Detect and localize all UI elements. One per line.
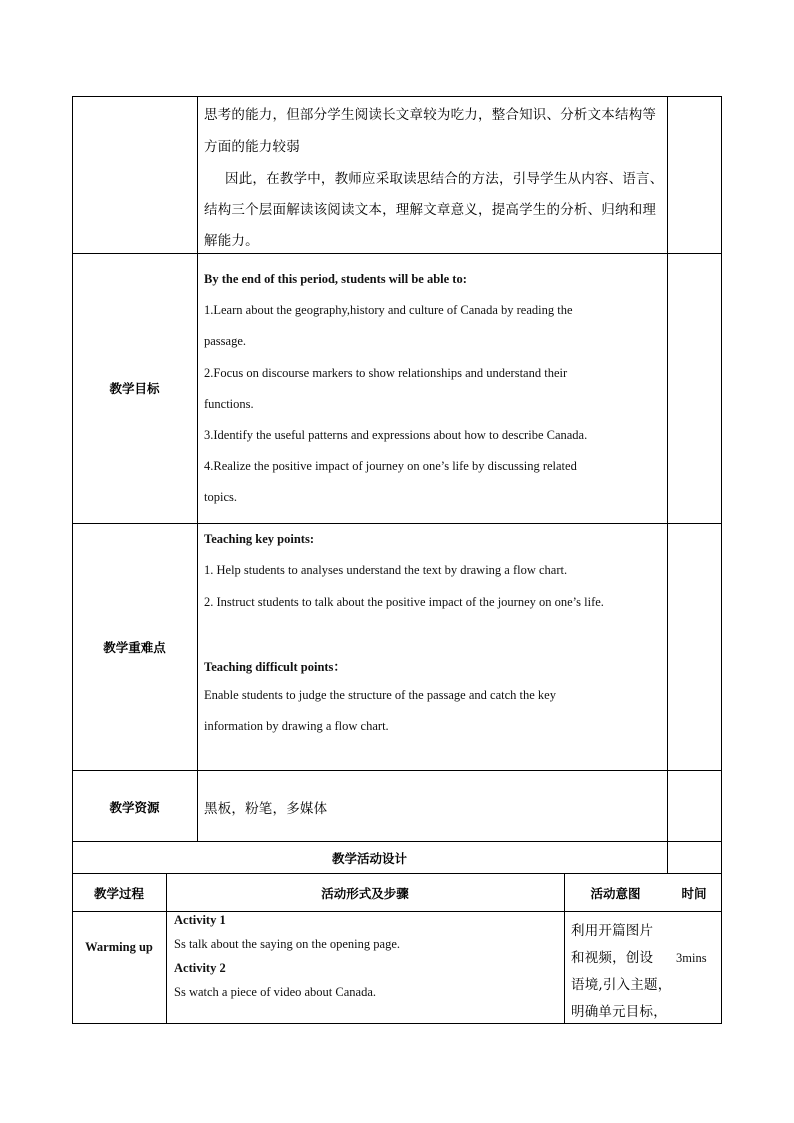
intent-line: 利用开篇图片 [571, 923, 654, 939]
activity1-text: Ss talk about the saying on the opening page. [174, 937, 401, 951]
stage-warming-up: Warming up [85, 940, 153, 954]
table-border-top [72, 96, 722, 97]
key-point-line: 2. Instruct students to talk about the positive impact of the journey on one’s life. [204, 595, 604, 609]
objectives-heading: By the end of this period, students will be able to: [204, 272, 467, 286]
row-divider [72, 873, 722, 874]
header-steps: 活动形式及步骤 [321, 886, 409, 901]
objectives-label: 教学目标 [109, 381, 160, 396]
col-divider [667, 96, 668, 873]
difficult-point-line: Enable students to judge the structure of the passage and catch the key [204, 688, 556, 702]
header-process: 教学过程 [93, 886, 144, 901]
intent-line: 和视频，创设 [571, 950, 654, 966]
table-border-bottom [72, 1023, 722, 1024]
analysis-line: 思考的能力，但部分学生阅读长文章较为吃力，整合知识、分析文本结构等 [204, 107, 657, 123]
col-divider [197, 96, 198, 841]
table-border-right [721, 96, 722, 1024]
key-points-heading: Teaching key points: [204, 532, 314, 546]
resources-value: 黑板，粉笔，多媒体 [204, 801, 328, 817]
activity-design-title: 教学活动设计 [331, 851, 407, 866]
activity1-title: Activity 1 [174, 913, 226, 927]
header-time: 时间 [681, 886, 707, 901]
row-divider [72, 841, 722, 842]
resources-label: 教学资源 [109, 800, 160, 815]
header-intent: 活动意图 [590, 886, 641, 901]
keypoints-label: 教学重难点 [103, 640, 166, 655]
row-divider [72, 523, 722, 524]
intent-line: 明确单元目标， [571, 1004, 667, 1020]
analysis-line: 结构三个层面解读该阅读文本，理解文章意义，提高学生的分析、归纳和理 [204, 202, 657, 218]
time-value: 3mins [676, 951, 707, 965]
objective-line: 1.Learn about the geography,history and culture of Canada by reading the [204, 303, 573, 317]
analysis-line: 方面的能力较弱 [204, 139, 300, 155]
intent-line: 语境,引入主题， [571, 977, 672, 993]
objective-line: passage. [204, 334, 246, 348]
row-divider [72, 770, 722, 771]
key-point-line: 1. Help students to analyses understand the text by drawing a flow chart. [204, 563, 568, 577]
objective-line: functions. [204, 397, 254, 411]
row-divider [72, 911, 722, 912]
difficult-point-line: information by drawing a flow chart. [204, 719, 389, 733]
objective-line: topics. [204, 490, 237, 504]
analysis-line: 解能力。 [204, 233, 259, 249]
analysis-line: 因此，在教学中，教师应采取读思结合的方法，引导学生从内容、语言、 [225, 171, 664, 187]
activity2-title: Activity 2 [174, 961, 226, 975]
objective-line: 4.Realize the positive impact of journey on one’s life by discussing related [204, 459, 577, 473]
row-divider [72, 253, 722, 254]
objective-line: 3.Identify the useful patterns and expressions about how to describe Canada. [204, 428, 588, 442]
difficult-points-heading: Teaching difficult points： [204, 660, 346, 674]
objective-line: 2.Focus on discourse markers to show relationships and understand their [204, 366, 568, 380]
activity2-text: Ss watch a piece of video about Canada. [174, 985, 377, 999]
